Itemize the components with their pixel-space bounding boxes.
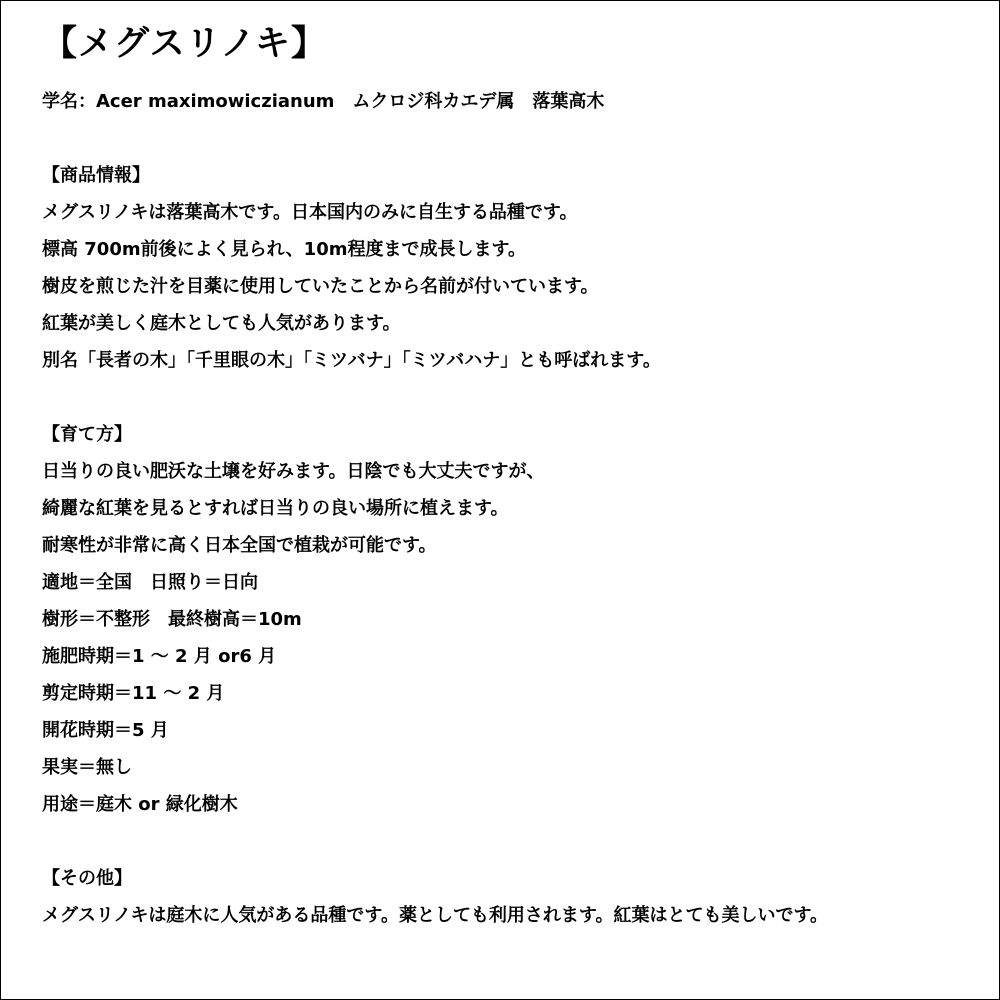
product-info-line: 別名「長者の木」「千里眼の木」「ミツバナ」「ミツバハナ」とも呼ばれます。 [42, 350, 661, 371]
page-title: 【メグスリノキ】 [42, 24, 327, 64]
section-heading-other: 【その他】 [42, 868, 132, 889]
growing-line: 用途＝庭木 or 緑化樹木 [42, 794, 238, 815]
section-heading-product-info: 【商品情報】 [42, 165, 150, 186]
growing-line: 日当りの良い肥沃な土壌を好みます。日陰でも大丈夫ですが、 [42, 461, 545, 482]
product-info-line: 紅葉が美しく庭木としても人気があります。 [42, 313, 401, 334]
growing-line: 樹形＝不整形 最終樹高＝10m [42, 609, 302, 630]
product-info-line: 樹皮を煎じた汁を目薬に使用していたことから名前が付いています。 [42, 276, 599, 297]
other-line: メグスリノキは庭木に人気がある品種です。薬としても利用されます。紅葉はとても美しいです。 [42, 905, 829, 926]
growing-line: 開花時期＝5 月 [42, 720, 169, 741]
growing-line: 綺麗な紅葉を見るとすれば日当りの良い場所に植えます。 [42, 498, 509, 519]
spacer [42, 823, 992, 860]
growing-line: 剪定時期＝11 ～ 2 月 [42, 683, 225, 704]
growing-line: 果実＝無し [42, 757, 132, 778]
product-info-section [42, 157, 992, 379]
other-section [42, 860, 992, 934]
scientific-name-line: 学名：Acer maximowiczianum ムクロジ科カエデ属 落葉高木 [42, 91, 605, 112]
section-heading-growing: 【育て方】 [42, 424, 132, 445]
growing-line: 適地＝全国 日照り＝日向 [42, 572, 258, 593]
product-info-line: メグスリノキは落葉高木です。日本国内のみに自生する品種です。 [42, 202, 578, 223]
growing-line: 耐寒性が非常に高く日本全国で植栽が可能です。 [42, 535, 437, 556]
growing-section [42, 416, 992, 823]
product-info-line: 標高 700m前後によく見られ、10m程度まで成長します。 [42, 239, 527, 260]
growing-line: 施肥時期＝1 ～ 2 月 or6 月 [42, 646, 277, 667]
spacer [42, 379, 992, 416]
product-description [42, 20, 992, 934]
spacer [42, 120, 992, 157]
